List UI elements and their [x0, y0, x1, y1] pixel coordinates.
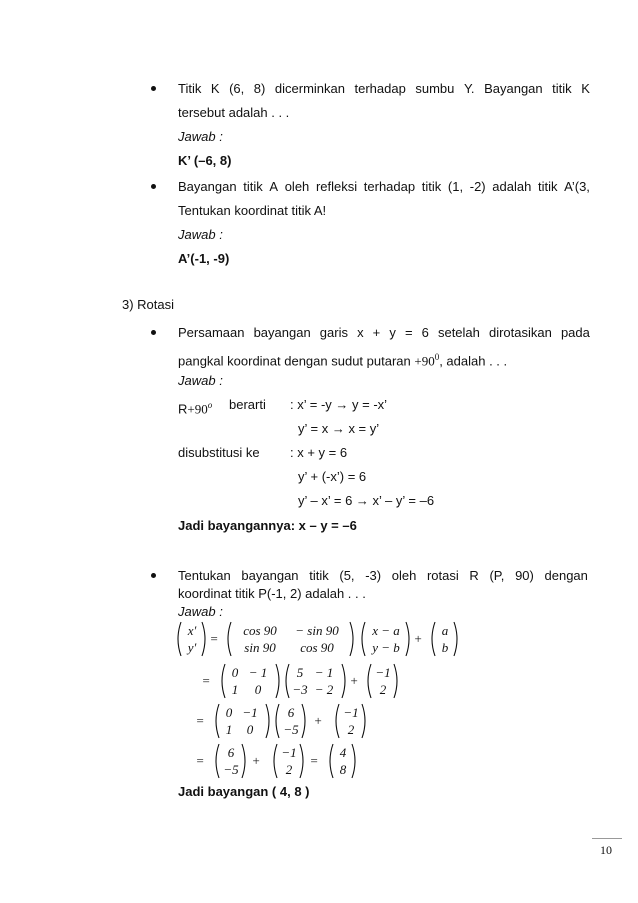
word: x	[357, 325, 364, 340]
matrix-entry: x − a	[372, 623, 400, 638]
word: oleh	[284, 179, 310, 194]
substitution-row-5: y’ – x’ = 6 → x’ – y’ = –6	[298, 493, 435, 508]
operator: =	[195, 713, 205, 728]
bullet-marker	[151, 184, 156, 189]
word: 6	[421, 325, 429, 340]
bullet2-line1	[178, 179, 590, 195]
bullet-marker	[151, 86, 156, 91]
word: terhadap	[354, 81, 406, 96]
matrix-equation-3	[176, 702, 476, 742]
matrix-equation-1	[176, 620, 476, 660]
word: adalah	[492, 179, 532, 194]
word: titik	[309, 568, 329, 583]
matrix-entry: − 1	[314, 665, 334, 680]
right-paren	[394, 664, 397, 698]
right-paren	[242, 744, 245, 778]
berarti-label: berarti	[229, 397, 266, 412]
right-paren	[454, 622, 457, 656]
matrix-entry: 6	[287, 705, 295, 720]
word: Y.	[463, 81, 475, 96]
matrix-entry: −1	[242, 705, 258, 720]
bullet3-line1	[178, 325, 590, 341]
bullet3-line2-end: , adalah . . .	[439, 353, 508, 369]
matrix-entry: 2	[285, 762, 293, 777]
right-paren	[406, 622, 409, 656]
r-angle: +90	[187, 401, 208, 417]
word: (6,	[229, 81, 245, 96]
word: Titik	[178, 81, 202, 96]
operator: +	[251, 753, 261, 768]
bullet3-line2	[178, 349, 507, 369]
matrix-entry: 8	[339, 762, 347, 777]
right-paren	[350, 622, 353, 656]
matrix-entry: b	[441, 640, 449, 655]
bullet2-answer: A’(-1, -9)	[178, 251, 230, 266]
word: Bayangan	[484, 81, 543, 96]
substitution-row-4: y’ + (-x’) = 6	[298, 469, 367, 484]
bullet-marker	[151, 330, 156, 335]
word: (1,	[447, 179, 464, 194]
bullet1-answer: K’ (–6, 8)	[178, 153, 232, 168]
right-paren	[362, 704, 365, 738]
bullet3-conclusion: Jadi bayangannya: x – y = –6	[178, 518, 357, 533]
word: terhadap	[363, 179, 416, 194]
word: pada	[560, 325, 590, 340]
right-paren	[266, 704, 269, 738]
word: (P,	[489, 568, 505, 583]
word: sumbu	[415, 81, 455, 96]
left-paren	[228, 622, 231, 656]
rotation-label	[178, 397, 212, 417]
bullet2-jawab: Jawab :	[178, 227, 223, 242]
word: titik	[243, 179, 263, 194]
left-paren	[330, 744, 333, 778]
word: K	[210, 81, 220, 96]
matrix-entry: cos 90	[300, 640, 334, 655]
matrix-entry: −3	[292, 682, 308, 697]
word: +	[372, 325, 381, 340]
matrix-entry: 0	[246, 722, 254, 737]
substitution-row-1: : x’ = -y → y = -x’	[290, 397, 388, 412]
right-paren	[276, 664, 279, 698]
bullet1-jawab: Jawab :	[178, 129, 223, 144]
r-degree: o	[207, 400, 213, 410]
left-paren	[362, 622, 365, 656]
matrix-entry: 5	[296, 665, 304, 680]
left-paren	[336, 704, 339, 738]
angle-math: +90	[414, 353, 435, 369]
word: K	[581, 81, 590, 96]
substitution-row-2: y’ = x → x = y’	[298, 421, 380, 436]
bullet3-line2-text: pangkal koordinat dengan sudut putaran	[178, 353, 415, 369]
matrix-entry: 0	[225, 705, 233, 720]
bullet4-line1	[178, 568, 588, 584]
footer-rule	[592, 838, 622, 839]
matrix-entry: 6	[227, 745, 235, 760]
word: dirotasikan	[488, 325, 552, 340]
left-paren	[432, 622, 435, 656]
left-paren	[286, 664, 289, 698]
word: =	[404, 325, 413, 340]
matrix-entry: 0	[231, 665, 239, 680]
matrix-entry: − 2	[314, 682, 334, 697]
matrix-entry: 4	[339, 745, 347, 760]
matrix-entry: a	[441, 623, 449, 638]
word: -2)	[469, 179, 486, 194]
matrix-entry: x′	[187, 623, 197, 638]
bullet-marker	[151, 573, 156, 578]
right-paren	[302, 704, 305, 738]
disubstitusi-label: disubstitusi ke	[178, 445, 260, 460]
bullet3-jawab: Jawab :	[178, 373, 223, 388]
left-paren	[222, 664, 225, 698]
word: setelah	[437, 325, 480, 340]
word: 90)	[515, 568, 534, 583]
matrix-entry: y − b	[372, 640, 400, 655]
left-paren	[216, 744, 219, 778]
bullet1-line1	[178, 81, 590, 97]
operator: =	[195, 753, 205, 768]
matrix-equation-2	[176, 662, 476, 702]
word: bayangan	[253, 325, 311, 340]
angle-degree: 0	[434, 352, 440, 362]
matrix-entry: 2	[379, 682, 387, 697]
matrix-entry: sin 90	[244, 640, 276, 655]
operator: =	[209, 631, 219, 646]
word: y	[389, 325, 396, 340]
left-paren	[216, 704, 219, 738]
word: 8)	[253, 81, 266, 96]
matrix-entry: cos 90	[243, 623, 277, 638]
matrix-entry: −1	[281, 745, 297, 760]
bullet4-jawab: Jawab :	[178, 604, 223, 619]
page-number: 10	[600, 843, 612, 857]
left-paren	[368, 664, 371, 698]
matrix-entry: −1	[375, 665, 391, 680]
word: R	[469, 568, 479, 583]
word: rotasi	[426, 568, 459, 583]
r-letter: R	[178, 401, 188, 417]
word: bayangan	[241, 568, 299, 583]
word: Persamaan	[178, 325, 245, 340]
word: -3)	[365, 568, 382, 583]
word: A	[269, 179, 279, 194]
operator: +	[413, 631, 423, 646]
matrix-entry: 1	[231, 682, 239, 697]
section-heading: 3) Rotasi	[122, 297, 175, 312]
word: garis	[319, 325, 348, 340]
word: dicerminkan	[274, 81, 345, 96]
right-paren	[300, 744, 303, 778]
matrix-entry: −1	[343, 705, 359, 720]
bullet1-line2: tersebut adalah . . .	[178, 105, 290, 120]
matrix-entry: 2	[347, 722, 355, 737]
word: (5,	[339, 568, 355, 583]
word: Tentukan	[178, 568, 231, 583]
matrix-entry: 1	[225, 722, 233, 737]
bullet4-conclusion: Jadi bayangan ( 4, 8 )	[178, 784, 310, 799]
substitution-row-3: : x + y = 6	[290, 445, 348, 460]
operator: =	[309, 753, 319, 768]
matrix-entry: − 1	[248, 665, 268, 680]
left-paren	[178, 622, 181, 656]
matrix-entry: −5	[223, 762, 239, 777]
operator: =	[201, 673, 211, 688]
matrix-entry: y′	[187, 640, 197, 655]
operator: +	[349, 673, 359, 688]
word: refleksi	[315, 179, 358, 194]
right-paren	[202, 622, 205, 656]
word: dengan	[544, 568, 588, 583]
matrix-equation-4	[176, 742, 476, 782]
operator: +	[313, 713, 323, 728]
matrix-entry: −5	[283, 722, 299, 737]
right-paren	[342, 664, 345, 698]
word: Bayangan	[178, 179, 237, 194]
word: titik	[421, 179, 442, 194]
left-paren	[276, 704, 279, 738]
bullet4-line2: koordinat titik P(-1, 2) adalah . . .	[178, 586, 366, 601]
matrix-entry: − sin 90	[295, 623, 339, 638]
word: titik	[538, 179, 558, 194]
word: titik	[552, 81, 572, 96]
word: A’(3,	[564, 179, 590, 194]
bullet2-line2: Tentukan koordinat titik A!	[178, 203, 327, 218]
left-paren	[274, 744, 277, 778]
matrix-entry: 0	[254, 682, 262, 697]
right-paren	[352, 744, 355, 778]
word: oleh	[391, 568, 417, 583]
